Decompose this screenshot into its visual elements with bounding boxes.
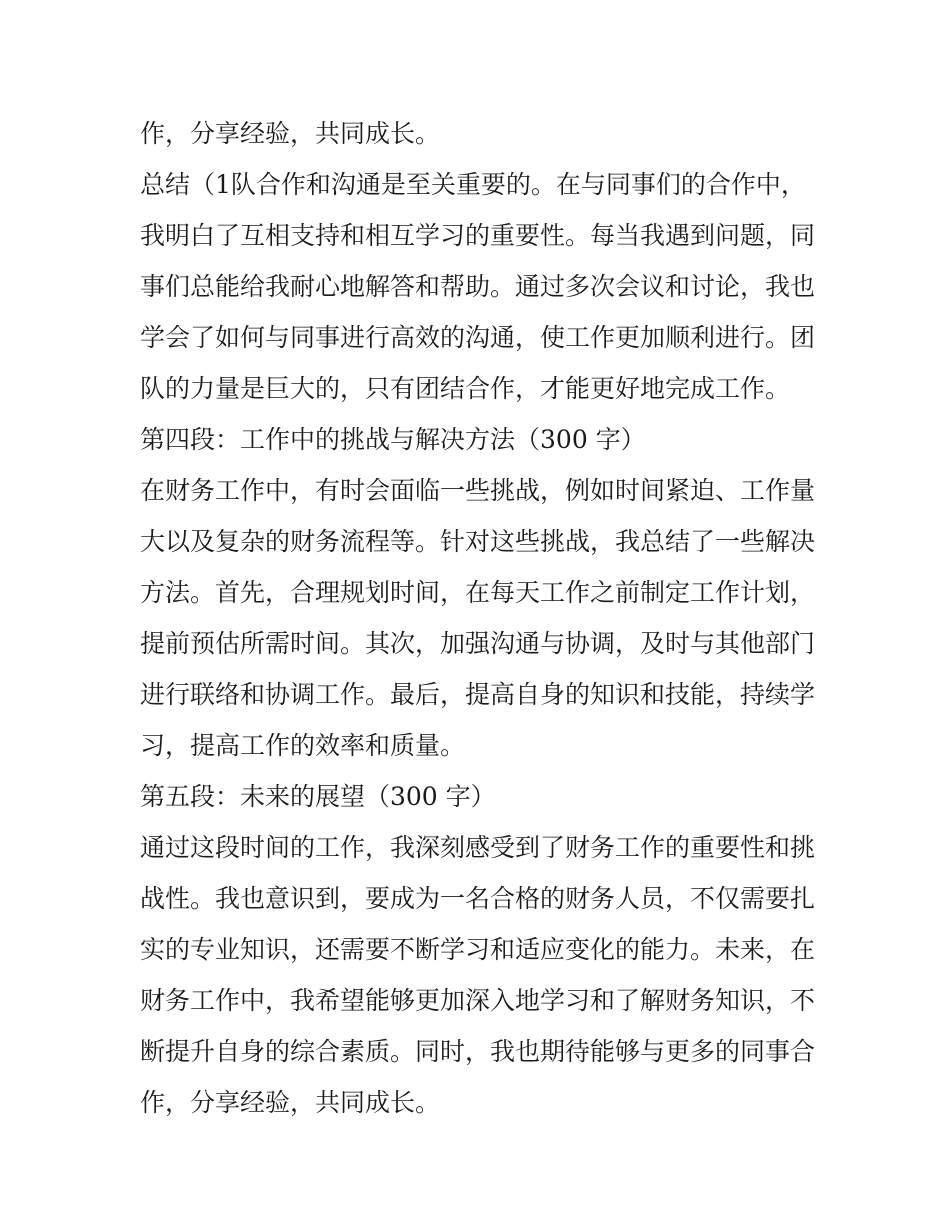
text-line: 实的专业知识，还需要不断学习和适应变化的能力。未来，在 [140,935,816,964]
text-line: 作，分享经验，共同成长。 [140,1088,441,1117]
text-line: 断提升自身的综合素质。同时，我也期待能够与更多的同事合 [140,1037,816,1066]
document-body [140,108,830,1128]
section-heading: 第五段：未来的展望（300 字） [140,782,496,811]
text-line: 方法。首先，合理规划时间，在每天工作之前制定工作计划， [140,578,816,607]
text-line: 财务工作中，我希望能够更加深入地学习和了解财务知识，不 [140,986,816,1015]
text-line: 在财务工作中，有时会面临一些挑战，例如时间紧迫、工作量 [140,476,816,505]
text-line: 习，提高工作的效率和质量。 [140,731,466,760]
text-line: 总结（1队合作和沟通是至关重要的。在与同事们的合作中， [140,170,806,199]
text-line: 战性。我也意识到，要成为一名合格的财务人员，不仅需要扎 [140,884,816,913]
text-line: 提前预估所需时间。其次，加强沟通与协调，及时与其他部门 [140,629,816,658]
text-line: 事们总能给我耐心地解答和帮助。通过多次会议和讨论，我也 [140,272,816,301]
text-line: 进行联络和协调工作。最后，提高自身的知识和技能，持续学 [140,680,816,709]
text-line: 队的力量是巨大的，只有团结合作，才能更好地完成工作。 [140,374,791,403]
text-line: 作，分享经验，共同成长。 [140,119,441,148]
text-line: 我明白了互相支持和相互学习的重要性。每当我遇到问题，同 [140,221,816,250]
text-line: 大以及复杂的财务流程等。针对这些挑战，我总结了一些解决 [140,527,816,556]
text-line: 通过这段时间的工作，我深刻感受到了财务工作的重要性和挑 [140,833,816,862]
section-heading: 第四段：工作中的挑战与解决方法（300 字） [140,425,646,454]
text-line: 学会了如何与同事进行高效的沟通，使工作更加顺利进行。团 [140,323,816,352]
